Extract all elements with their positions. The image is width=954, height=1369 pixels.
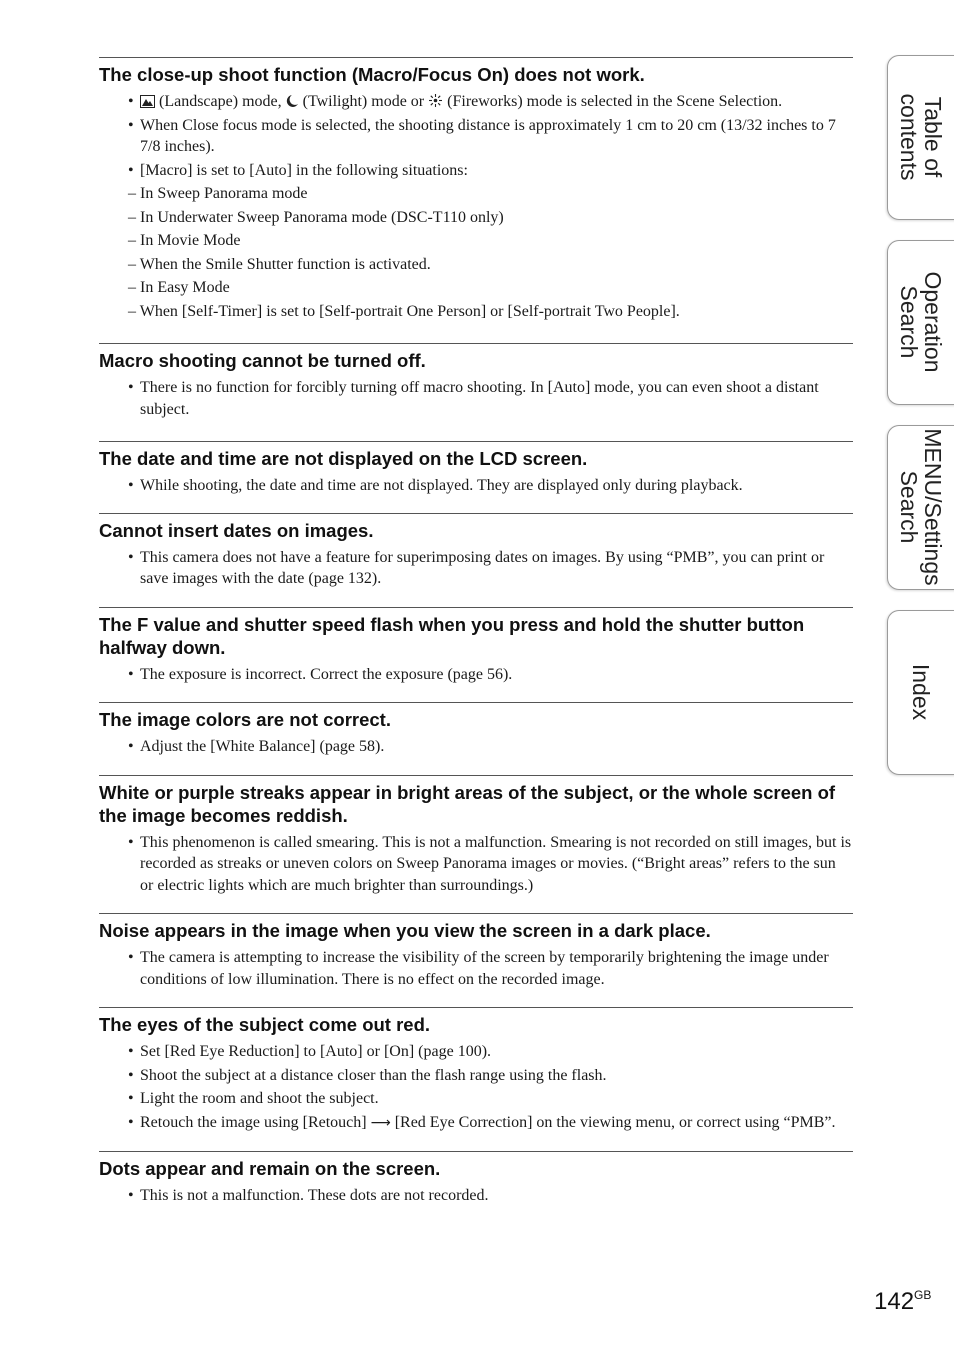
list-item: • Light the room and shoot the subject. (140, 1088, 853, 1110)
list-item (140, 91, 853, 113)
item-list (99, 1185, 853, 1207)
list-item (140, 1112, 853, 1135)
list-item: • Adjust the [White Balance] (page 58). (140, 736, 853, 758)
section-heading: Cannot insert dates on images. (99, 519, 374, 541)
twilight-text: (Twilight) mode or (302, 93, 425, 110)
tab-label (897, 271, 945, 372)
tab-label-line: contents (896, 93, 922, 181)
section-macro-not-working (99, 57, 853, 322)
item-list (99, 547, 853, 590)
list-item: • The camera is attempting to increase the visibility of the screen by temporarily brightening the image under conditions of low illumination. There is no effect on the recorded image. (140, 947, 853, 990)
sub-item: – When the Smile Shutter function is activated. (128, 255, 431, 273)
sub-item: – In Easy Mode (128, 279, 230, 296)
sub-item: – When [Self-Timer] is set to [Self-portrait One Person] or [Self-portrait Two People]. (128, 302, 680, 320)
tab-label-line: Index (908, 663, 934, 721)
item-list (99, 832, 853, 897)
section-heading: Noise appears in the image when you view the screen in a dark place. (99, 920, 711, 941)
item-list (99, 664, 853, 686)
list-item: • This phenomenon is called smearing. This is not a malfunction. Smearing is not recorded on still images, but is recorded as streaks or uneven colors on Sweep Panorama images or movies. (“Bright areas” refers to the sun or electric lights which are much brighter than surroundings.) (140, 832, 853, 897)
item-list (99, 475, 853, 497)
section-streaks-smearing (99, 775, 853, 897)
section-heading: The eyes of the subject come out red. (99, 1014, 431, 1035)
tab-label-line: Search (896, 470, 922, 544)
section-image-colors (99, 702, 853, 758)
item-list (99, 1041, 853, 1134)
tab-label-line: Table of (920, 96, 946, 178)
section-f-value-flash (99, 607, 853, 686)
section-heading: The close-up shoot function (Macro/Focus On) does not work. (99, 64, 645, 85)
list-item: • While shooting, the date and time are not displayed. They are displayed only during playback. (140, 475, 853, 497)
page-number-value: 142 (874, 1288, 915, 1315)
list-item: • When Close focus mode is selected, the shooting distance is approximately 1 cm to 20 cm (13/32 inches to 7 7/8 inches). (140, 115, 853, 158)
section-date-not-displayed (99, 441, 853, 497)
landscape-mode-icon (140, 95, 155, 108)
tab-label-line: Search (896, 285, 922, 359)
list-item: • This camera does not have a feature for superimposing dates on images. By using “PMB”, you can print or save images with the date (page 132). (140, 547, 853, 590)
tab-operation-search[interactable] (887, 240, 954, 405)
list-item: • [Macro] is set to [Auto] in the following situations: (140, 160, 853, 182)
item-list (99, 947, 853, 990)
tab-label-line: MENU/Settings (920, 428, 946, 586)
page-number-suffix: GB (914, 1288, 932, 1302)
section-cannot-insert-dates (99, 513, 853, 590)
section-heading: Macro shooting cannot be turned off. (99, 350, 426, 371)
section-noise-dark-place (99, 913, 853, 990)
list-item: • Shoot the subject at a distance closer than the flash range using the flash. (140, 1065, 853, 1087)
retouch-text: Retouch the image using [Retouch] (140, 1113, 367, 1131)
tab-index[interactable] (887, 610, 954, 775)
section-heading: Dots appear and remain on the screen. (99, 1158, 441, 1179)
landscape-text: (Landscape) mode, (159, 93, 282, 110)
section-heading: The date and time are not displayed on the LCD screen. (99, 448, 588, 469)
tab-label-line: Operation (920, 271, 946, 373)
tab-label (897, 428, 945, 585)
twilight-mode-icon (286, 94, 299, 108)
right-arrow-icon: ⟶ (370, 1114, 391, 1131)
section-heading: The image colors are not correct. (99, 709, 391, 730)
sub-item: – In Underwater Sweep Panorama mode (DSC-T110 only) (128, 208, 504, 226)
sub-item: – In Sweep Panorama mode (128, 185, 308, 202)
item-list (99, 91, 853, 322)
section-heading: White or purple streaks appear in bright areas of the subject, or the whole screen of the image becomes reddish. (99, 781, 836, 826)
section-red-eye (99, 1007, 853, 1134)
item-list (99, 736, 853, 758)
item-list (99, 377, 853, 420)
section-macro-cannot-turn-off (99, 343, 853, 420)
fireworks-text: (Fireworks) mode is selected in the Scene Selection. (447, 93, 783, 110)
list-item: • The exposure is incorrect. Correct the exposure (page 56). (140, 664, 853, 686)
section-dots-on-screen (99, 1151, 853, 1207)
sub-item: – In Movie Mode (128, 232, 241, 249)
list-item: • There is no function for forcibly turning off macro shooting. In [Auto] mode, you can even shoot a distant subject. (140, 377, 853, 420)
tab-label (909, 664, 933, 720)
page-number (874, 1288, 931, 1316)
red-eye-correction-text: [Red Eye Correction] on the viewing menu, or correct using “PMB”. (394, 1113, 836, 1131)
troubleshooting-content (99, 57, 853, 1209)
tab-table-of-contents[interactable] (887, 55, 954, 220)
tab-menu-settings-search[interactable] (887, 425, 954, 590)
list-item: • This is not a malfunction. These dots are not recorded. (140, 1185, 853, 1207)
fireworks-mode-icon (428, 93, 443, 108)
tab-label (897, 94, 945, 181)
list-item: • Set [Red Eye Reduction] to [Auto] or [On] (page 100). (140, 1041, 853, 1063)
section-heading: The F value and shutter speed flash when you press and hold the shutter button halfway down. (99, 613, 805, 658)
